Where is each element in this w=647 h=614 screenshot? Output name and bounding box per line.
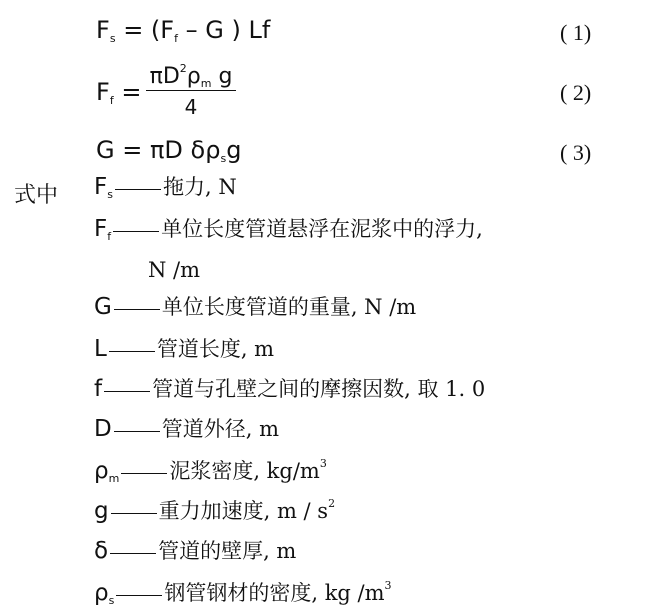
em-dash [114, 309, 160, 310]
equation-1-number: ( 1) [560, 20, 592, 45]
definition-ff [94, 218, 483, 242]
eq2-num-b: ρ [186, 64, 201, 89]
def-symbol: D [94, 416, 112, 442]
eq2-lhs: F [96, 78, 110, 106]
def-symbol: F [94, 216, 108, 242]
equation-3-number: ( 3) [560, 140, 592, 165]
eq3-text-a: G = πD δρ [96, 136, 221, 164]
def-symbol-sub: s [108, 594, 115, 607]
eq1-lhs-sub: s [109, 32, 116, 45]
def-description: 钢管钢材的密度, kg /m [164, 581, 385, 605]
def-description: 管道长度, m [156, 337, 275, 361]
def-symbol: G [94, 294, 112, 320]
definition-rho-s [94, 580, 392, 606]
def-symbol-sub: m [108, 472, 120, 485]
def-symbol: f [94, 376, 103, 402]
definition-d [94, 418, 279, 441]
where-label: 式中 [14, 183, 59, 208]
definition-l [94, 338, 274, 361]
em-dash [114, 431, 160, 432]
equation-3 [96, 138, 241, 164]
em-dash [110, 553, 156, 554]
eq3-text-b: g [226, 136, 242, 164]
definition-rho-m [94, 458, 327, 484]
eq1-rhs-sub: f [174, 32, 178, 45]
eq2-numerator [146, 62, 236, 88]
em-dash [104, 391, 150, 392]
def-description: 单位长度管道的重量, N /m [161, 295, 417, 319]
eq2-num-sup: 2 [179, 62, 187, 75]
em-dash [113, 231, 159, 232]
def-symbol: δ [94, 538, 109, 564]
definition-delta [94, 540, 296, 563]
equation-2-fraction [146, 62, 236, 119]
equation-1 [96, 18, 270, 44]
eq2-equals: = [121, 78, 142, 106]
equation-2-number: ( 2) [560, 80, 592, 105]
fraction-bar [146, 90, 236, 91]
def-description: 单位长度管道悬浮在泥浆中的浮力, [161, 217, 483, 241]
em-dash [111, 513, 157, 514]
eq2-denominator: 4 [184, 95, 198, 119]
eq2-num-b-sub: m [200, 77, 212, 90]
em-dash [115, 189, 161, 190]
definition-fs [94, 176, 237, 200]
definition-f [94, 378, 485, 401]
def-symbol: g [94, 498, 109, 524]
def-symbol: L [94, 336, 107, 362]
eq1-rhs-a: = (F [123, 16, 175, 44]
def-unit-sup: 2 [328, 497, 336, 510]
em-dash [121, 473, 167, 474]
def-symbol: ρ [94, 458, 109, 484]
def-symbol: ρ [94, 580, 109, 606]
def-description: 管道的壁厚, m [158, 539, 297, 563]
eq1-lhs: F [96, 16, 110, 44]
def-description: 泥浆密度, kg/m [169, 459, 320, 483]
definition-g-weight [94, 296, 416, 319]
def-symbol: F [94, 174, 108, 200]
definition-ff-unit: N /m [148, 258, 201, 282]
def-description: 管道与孔壁之间的摩擦因数, 取 1. 0 [152, 377, 486, 401]
em-dash [116, 595, 162, 596]
equation-2-lhs [96, 80, 141, 106]
def-description: 重力加速度, m / s [158, 499, 329, 523]
def-description: 拖力, N [162, 175, 237, 199]
def-unit-sup: 3 [384, 579, 392, 592]
definition-g-accel [94, 498, 335, 523]
eq2-lhs-sub: f [109, 94, 114, 107]
eq2-num-a: πD [149, 64, 180, 89]
def-symbol-sub: s [107, 188, 113, 201]
def-unit-sup: 3 [319, 457, 327, 470]
def-description: 管道外径, m [161, 417, 279, 441]
eq3-text-sub: s [220, 152, 227, 165]
def-symbol-sub: f [107, 230, 112, 243]
eq1-rhs-b: – G ) Lf [185, 16, 271, 44]
eq2-num-c: g [211, 64, 233, 89]
em-dash [109, 351, 155, 352]
